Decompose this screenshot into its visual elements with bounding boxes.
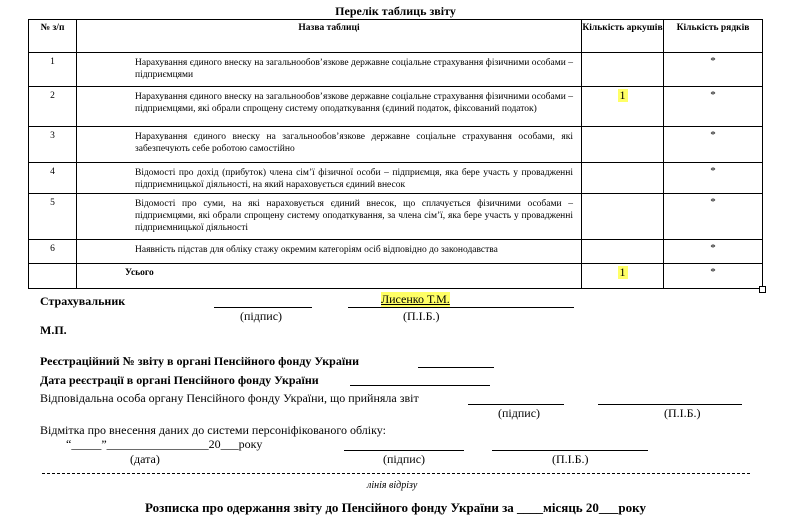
insurer-label: Страхувальник [40,294,126,308]
total-label: Усього [77,264,582,289]
row-num: 2 [29,87,77,127]
registration-date-line[interactable] [350,385,490,386]
table-row [29,240,763,264]
row-name: Нарахування єдиного внеску на загальнообов’язкове державне соціальне страхування особами, які забезпечують себе роботою самостійно [135,132,573,154]
row-num: 4 [29,163,77,194]
responsible-person-label: Відповідальна особа органу Пенсійного фонду України, що прийняла звіт [40,391,419,405]
stamp-label: М.П. [40,323,67,337]
table-row [29,53,763,87]
mark-date-caption: (дата) [130,452,160,466]
receipt-title: Розписка про одержання звіту до Пенсійного фонду України за ____місяць 20___року [145,500,646,515]
mark-sign-caption: (підпис) [383,452,426,466]
table-header-row [29,20,763,53]
table-row [29,163,763,194]
responsible-sign-caption: (підпис) [498,406,541,420]
row-rows: * [664,87,763,127]
personified-mark-label: Відмітка про внесення даних до системи персоніфікованого обліку: [40,423,386,437]
row-rows: * [664,194,763,240]
registration-number-line[interactable] [418,367,494,368]
mark-name-caption: (П.І.Б.) [552,452,589,466]
row-name: Відомості про суми, на які нараховується єдиний внесок, що сплачується фізичними особами – підприємцями, які обрали спрощену систему оподаткування, за члена сім’ї, яка бере участь у провадженні підприємницької діяльності [135,199,573,233]
row-rows: * [664,127,763,163]
row-name: Наявність підстав для обліку стажу окремим категоріям осіб відповідно до законодавства [135,245,498,255]
row-num: 6 [29,240,77,264]
header-num: № з/п [29,20,77,53]
table-row [29,194,763,240]
mark-name-line[interactable] [492,450,648,451]
insurer-name-caption: (П.І.Б.) [403,309,440,323]
responsible-sign-line[interactable] [468,404,564,405]
responsible-name-line[interactable] [598,404,742,405]
table-resize-handle[interactable] [759,286,766,293]
row-rows: * [664,53,763,87]
table-row [29,87,763,127]
table-row [29,127,763,163]
insurer-sign-line[interactable] [214,307,312,308]
row-name: Відомості про дохід (прибуток) члена сім’ї фізичної особи – підприємця, яка бере участь у провадженні підприємницької діяльності, на який нараховується єдиний внесок [135,168,573,190]
responsible-name-caption: (П.І.Б.) [664,406,701,420]
total-rows: * [664,264,763,289]
report-tables-title: Перелік таблиць звіту [335,4,456,18]
mark-date-field[interactable]: “_____”_________________20___року [66,437,263,451]
registration-number-label: Реєстраційний № звіту в органі Пенсійного фонду України [40,354,359,368]
total-sheets-highlight[interactable]: 1 [619,265,626,279]
mark-sign-line[interactable] [344,450,464,451]
insurer-sign-caption: (підпис) [240,309,283,323]
insurer-name-line[interactable] [348,307,574,308]
header-name: Назва таблиці [77,20,582,53]
row-name: Нарахування єдиного внеску на загальнообов’язкове державне соціальне страхування фізичними особами – підприємцями [135,58,573,80]
table-total-row [29,264,763,289]
row-sheets-highlight[interactable]: 1 [619,88,626,102]
row-rows: * [664,163,763,194]
insurer-name-value[interactable]: Лисенко Т.М. [381,292,450,306]
row-rows: * [664,240,763,264]
header-rows: Кількість рядків [664,20,763,53]
row-num: 3 [29,127,77,163]
header-sheets: Кількість аркушів [582,20,664,53]
report-tables-list [28,19,763,289]
cut-line-divider [42,473,750,474]
row-name: Нарахування єдиного внеску на загальнообов’язкове державне соціальне страхування фізичними особами – підприємцями, які обрали спрощену систему оподаткування (єдиний податок, фіксований податок) [135,92,573,114]
cut-line-label: лінія відрізу [367,480,418,491]
registration-date-label: Дата реєстрації в органі Пенсійного фонду України [40,373,319,387]
row-num: 5 [29,194,77,240]
row-num: 1 [29,53,77,87]
